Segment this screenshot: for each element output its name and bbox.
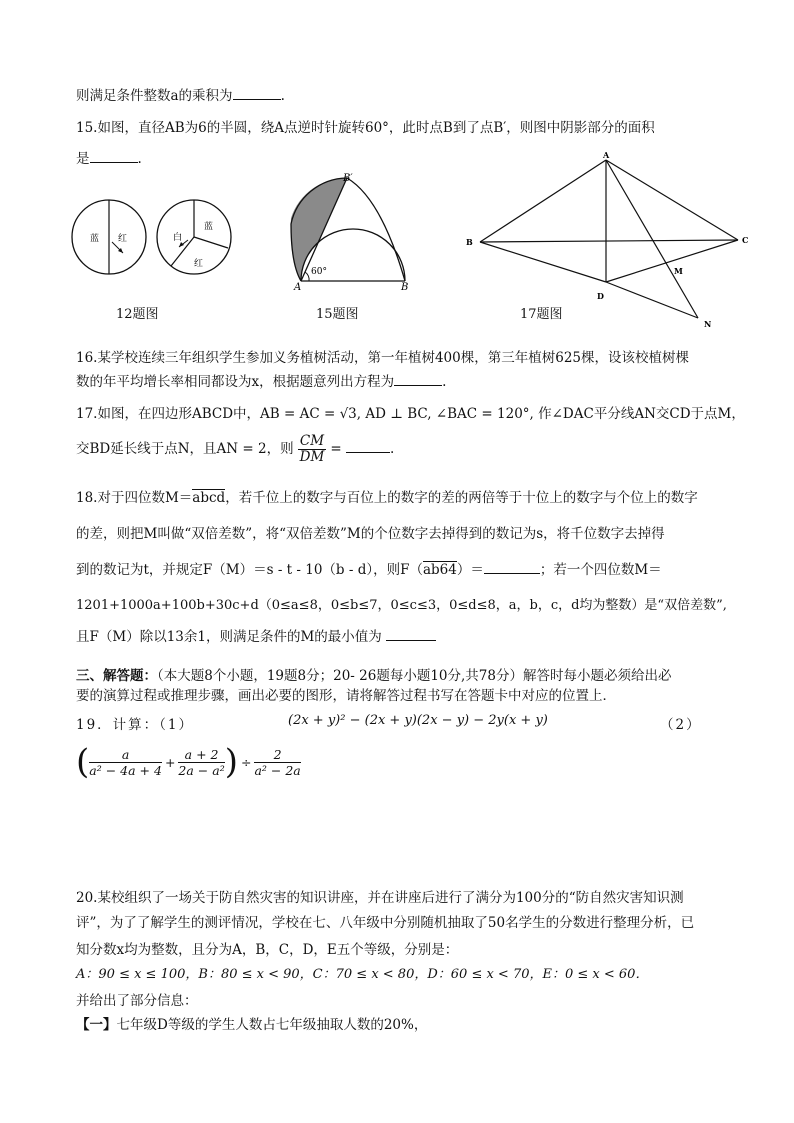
- q20-line6: 【一】七年级D等级的学生人数占七年级抽取人数的20%，: [76, 1017, 428, 1033]
- q14-tail: 则满足条件整数a的乘积为 .: [76, 88, 285, 104]
- q18-line4: 1201+1000a+100b+30c+d（0≤a≤8，0≤b≤7，0≤c≤3，0≤d≤8，a，b，c，d均为整数）是“双倍差数”,: [76, 598, 727, 613]
- caption-12: 12题图: [116, 307, 159, 322]
- label-b: B: [466, 237, 473, 247]
- section3-line1: 三、解答题：（本大题8个小题，19题8分；20- 26题每小题10分,共78分）解答时每小题必须给出必: [76, 668, 672, 684]
- q19-expr1: (2x + y)² − (2x + y)(2x − y) − 2y(x + y): [288, 713, 548, 728]
- q19-expr2: ( $\frac{a}{\text{a² − 4a + 4}}$ + $\frac{a + 2}{\text{2a − a²}}$ ) ÷ $\frac{2}{\text{a² − 2a}}$: [76, 742, 301, 782]
- answer-blank: [90, 162, 138, 163]
- overline-number: abcd: [192, 490, 226, 506]
- q19-label: 19．计算：（1）: [76, 717, 195, 733]
- caption-17: 17题图: [520, 307, 563, 322]
- label-a: A: [294, 282, 302, 293]
- answer-blank: [484, 573, 540, 574]
- fraction-3: $\frac{2}{\text{a² − 2a}}$: [254, 746, 301, 778]
- q18-line1: 18.对于四位数M＝abcd，若千位上的数字与百位上的数字的差的两倍等于十位上的数字与个位上的数字: [76, 490, 698, 506]
- overline-number: ab64: [422, 562, 457, 578]
- label-c: C: [742, 235, 749, 245]
- figure-15: [285, 168, 420, 294]
- spinner2-label-blue: 蓝: [204, 222, 214, 232]
- q18-line3: 到的数记为t，并规定F（M）＝s - t - 10（b - d），则F（ab64）＝ ；若一个四位数M＝: [76, 562, 662, 578]
- label-b-prime: B′: [343, 173, 353, 184]
- q15-line2: 是 .: [76, 151, 142, 167]
- label-d: D: [597, 291, 604, 301]
- spinner2-label-white: 白: [173, 233, 183, 243]
- answer-blank: [386, 640, 436, 641]
- answer-blank: [233, 99, 281, 100]
- answer-blank: [346, 452, 390, 453]
- label-b: B: [401, 282, 409, 293]
- spinner1-label-red: 红: [118, 234, 128, 244]
- label-a: A: [603, 150, 610, 160]
- fraction-1: $\frac{a}{\text{a² − 4a + 4}}$: [89, 746, 162, 778]
- label-angle: 60°: [311, 267, 327, 277]
- answer-blank: [394, 385, 442, 386]
- q19-part2: （2）: [660, 717, 702, 733]
- q15-line1: 15.如图，直径AB为6的半圆，绕A点逆时针旋转60°，此时点B到了点B′，则图中阴影部分的面积: [76, 120, 655, 136]
- q18-line2: 的差，则把M叫做“双倍差数”，将“双倍差数”M的个位数字去掉得到的数记为s，将千位数字去掉得: [76, 526, 665, 542]
- spinner2-label-red: 红: [194, 259, 204, 269]
- figure-12: [70, 196, 240, 282]
- q17-line1: 17.如图，在四边形ABCD中，AB = AC = √3, AD ⊥ BC, ∠BAC = 120°, 作∠DAC平分线AN交CD于点M，: [76, 406, 745, 422]
- caption-15: 15题图: [316, 307, 359, 322]
- label-n: N: [704, 319, 712, 329]
- ratio-fraction: $\frac{CM}{DM}$: [299, 433, 325, 465]
- q18-line5: 且F（M）除以13余1，则满足条件的M的最小值为: [76, 625, 436, 645]
- q20-line1: 20.某校组织了一场关于防自然灾害的知识讲座，并在讲座后进行了满分为100分的“防自然灾害知识测: [76, 890, 684, 906]
- q20-line5: 并给出了部分信息：: [76, 993, 198, 1009]
- label-m: M: [674, 266, 683, 276]
- figure-17: [460, 148, 760, 333]
- q16-line1: 16.某学校连续三年组织学生参加义务植树活动，第一年植树400棵，第三年植树625棵，设该校植树棵: [76, 350, 690, 366]
- spinner1-label-blue: 蓝: [90, 234, 100, 244]
- q17-line2: 交BD延长线于点N，且AN = 2，则 $\frac{CM}{DM}$ = .: [76, 433, 395, 465]
- q20-line3: 知分数x均为整数，且分为A，B，C，D，E五个等级，分别是：: [76, 942, 459, 958]
- fraction-2: $\frac{a + 2}{\text{2a − a²}}$: [178, 746, 225, 778]
- q20-line4: A：90 ≤ x ≤ 100，B：80 ≤ x < 90，C：70 ≤ x < 80，D：60 ≤ x < 70，E：0 ≤ x < 60．: [76, 967, 649, 982]
- section3-line2: 要的演算过程或推理步骤，画出必要的图形，请将解答过程书写在答题卡中对应的位置上．: [76, 688, 616, 704]
- q16-line2: 数的年平均增长率相同都设为x，根据题意列出方程为 .: [76, 374, 447, 390]
- q20-line2: 评”，为了了解学生的测评情况，学校在七、八年级中分别随机抽取了50名学生的分数进行整理分析，已: [76, 915, 695, 931]
